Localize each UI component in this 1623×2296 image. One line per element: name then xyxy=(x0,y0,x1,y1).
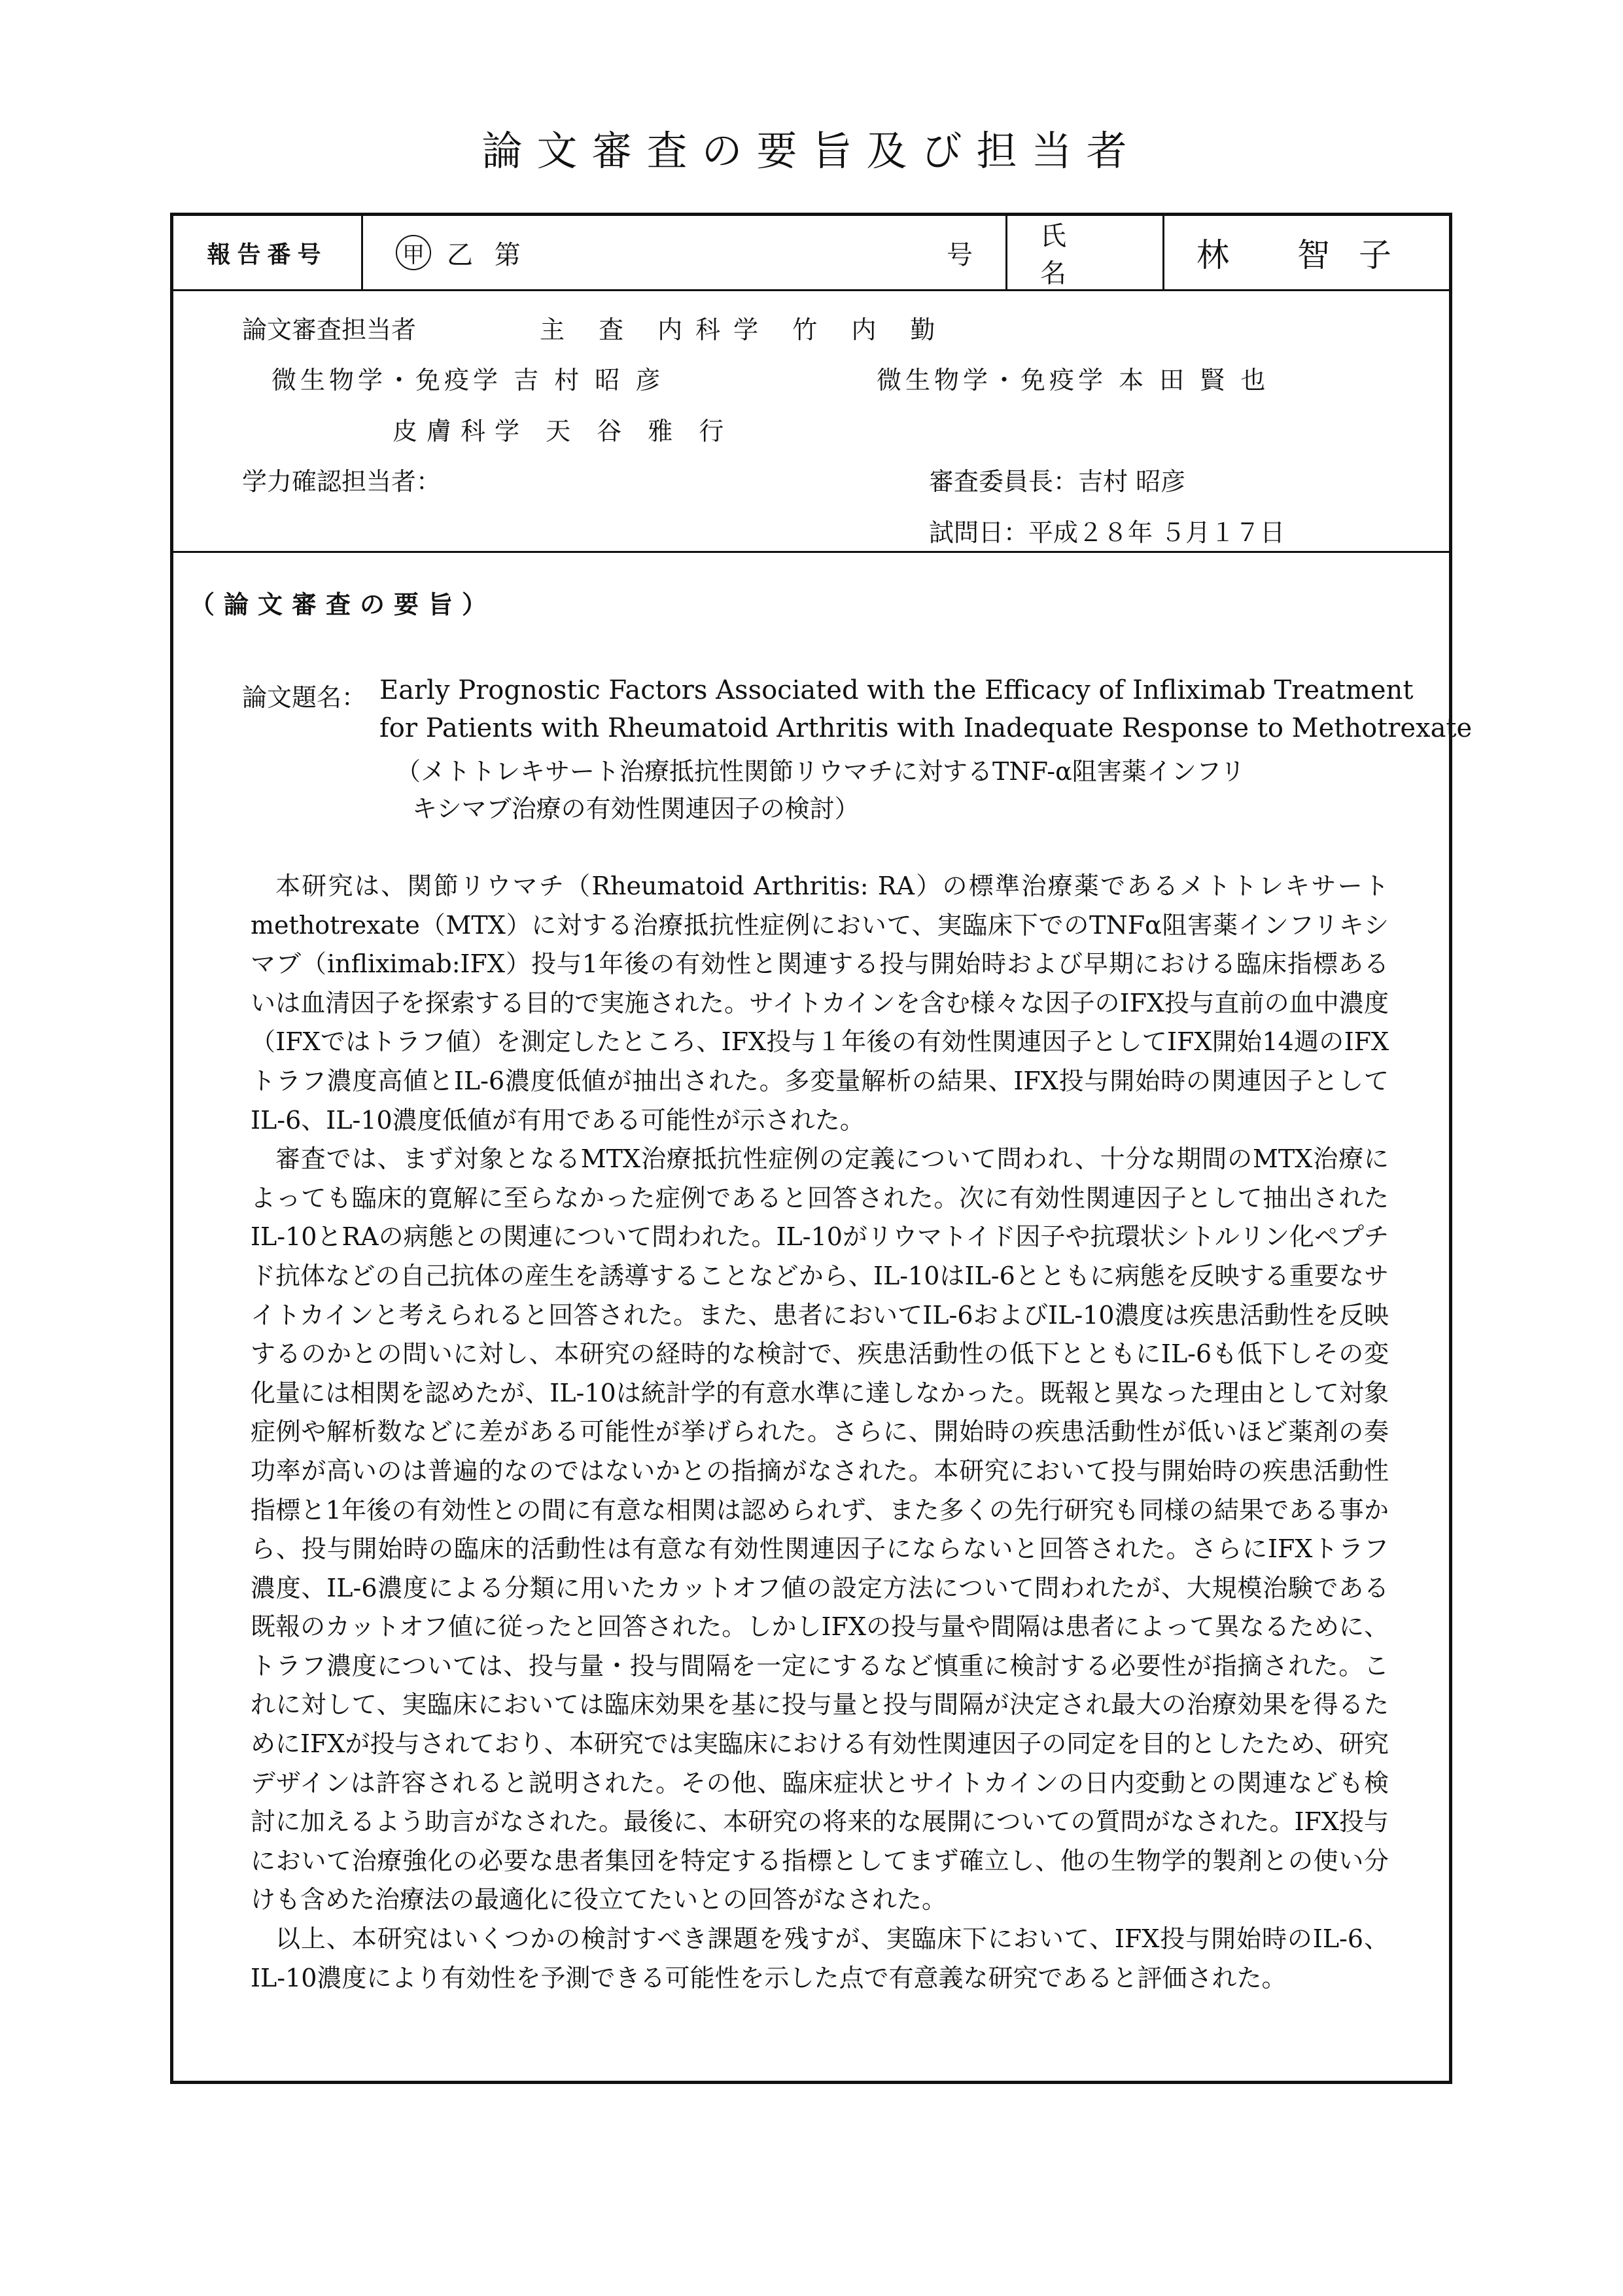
examiners-label: 論文審査担当者 xyxy=(242,315,417,344)
examiners-block xyxy=(173,291,1449,553)
page-title: 論文審査の要旨及び担当者 xyxy=(481,127,1142,175)
report-header-row xyxy=(173,216,1449,291)
report-number-cell xyxy=(363,216,1007,289)
thesis-title-jp-line2: キシマブ治療の有効性関連因子の検討） xyxy=(412,794,860,823)
name-value: 林 智子 xyxy=(1196,236,1420,274)
thesis-title-jp-line1: （メトトレキサート治療抵抗性関節リウマチに対するTNF-α阻害薬インフリ xyxy=(396,757,1246,786)
examiner-amagai: 皮膚科学 天 谷 雅 行 xyxy=(393,417,733,446)
examiner-yoshimura: 微生物学・免疫学 吉 村 昭 彦 xyxy=(271,366,665,395)
exam-date: 試問日：平成２８年 ５月１７日 xyxy=(929,518,1285,547)
name-label: 氏名 xyxy=(1007,216,1164,289)
summary-paragraph-3: 以上、本研究はいくつかの検討すべき課題を残すが、実臨床下において、IFX投与開始時のIL-6、IL-10濃度により有効性を予測できる可能性を示した点で有意義な研究であると評価された。 xyxy=(251,1924,1389,1992)
thesis-title-label: 論文題名： xyxy=(242,683,367,712)
thesis-title-en-line2: for Patients with Rheumatoid Arthritis with Inadequate Response to Methotrexate xyxy=(379,713,1473,743)
thesis-title-en-line1: Early Prognostic Factors Associated with the Efficacy of Infliximab Treatment xyxy=(379,675,1414,705)
kou-circle-mark: 甲 xyxy=(396,235,431,270)
committee-chair: 審査委員長：吉村 昭彦 xyxy=(929,467,1186,496)
summary-paragraph-2: 審査では、まず対象となるMTX治療抵抗性症例の定義について問われ、十分な期間のMTX治療によっても臨床的寛解に至らなかった症例であると回答された。次に有効性関連因子として抽出されたIL-10とRAの病態との関連について問われた。IL-10がリウマトイド因子や抗環状シトルリン化ペプチド抗体などの自己抗体の産生を誘導することなどから、IL-10はIL-6とともに病態を反映する重要なサイトカインと考えられると回答された。また、患者においてIL-6およびIL-10濃度は疾患活動性を反映するのかとの問いに対し、本研究の経時的な検討で、疾患活動性の低下とともにIL-6も低下しその変化量には相関を認めたが、IL-10は統計学的有意水準に達しなかった。既報と異なった理由として対象症例や解析数などに差がある可能性が挙げられた。さらに、開始時の疾患活動性が低いほど薬剤の奏功率が高いのは普遍的なのではないかとの指摘がなされた。本研究において投与開始時の疾患活動性指標と1年後の有効性との間に有意な相関は認められず、また多くの先行研究も同様の結果である事から、投与開始時の臨床的活動性は有意な有効性関連因子にならないと回答された。さらにIFXトラフ濃度、IL-6濃度による分類に用いたカットオフ値の設定方法について問われたが、大規模治験である既報のカットオフ値に従ったと回答された。しかしIFXの投与量や間隔は患者によって異なるために、トラフ濃度については、投与量・投与間隔を一定にするなど慎重に検討する必要性が指摘された。これに対して、実臨床においては臨床効果を基に投与量と投与間隔が決定され最大の治療効果を得るためにIFXが投与されており、本研究では実臨床における有効性関連因子の同定を目的としたため、研究デザインは許容されると説明された。その他、臨床症状とサイトカインの日内変動との関連なども検討に加えるよう助言がなされた。最後に、本研究の将来的な展開についての質問がなされた。IFX投与において治療強化の必要な患者集団を特定する指標としてまず確立し、他の生物学的製剤との使い分けも含めた治療法の最適化に役立てたいとの回答がなされた。 xyxy=(251,1144,1389,1915)
summary-paragraph-1: 本研究は、関節リウマチ（Rheumatoid Arthritis: RA）の標準治療薬であるメトトレキサートmethotrexate（MTX）に対する治療抵抗性症例において、実臨床下でのTNFα阻害薬インフリキシマブ（infliximab:IFX）投与1年後の有効性と関連する投与開始時および早期における臨床指標あるいは血清因子を探索する目的で実施された。サイトカインを含む様々な因子のIFX投与直前の血中濃度（IFXではトラフ値）を測定したところ、IFX投与１年後の有効性関連因子としてIFX開始14週のIFXトラフ濃度高値とIL-6濃度低値が抽出された。多変量解析の結果、IFX投与開始時の関連因子としてIL-6、IL-10濃度低値が有用である可能性が示された。 xyxy=(251,872,1389,1135)
section-heading: （論文審査の要旨） xyxy=(190,590,497,619)
report-number-prefix: 乙 第 xyxy=(447,239,527,270)
review-summary-body xyxy=(251,867,1389,1998)
report-number-label: 報告番号 xyxy=(173,216,363,289)
examiner-honda: 微生物学・免疫学 本 田 賢 也 xyxy=(877,366,1270,395)
chief-examiner: 主 査 内科学 竹 内 勤 xyxy=(540,315,949,344)
report-number-suffix: 号 xyxy=(947,239,973,270)
ability-check-label: 学力確認担当者： xyxy=(242,467,442,496)
